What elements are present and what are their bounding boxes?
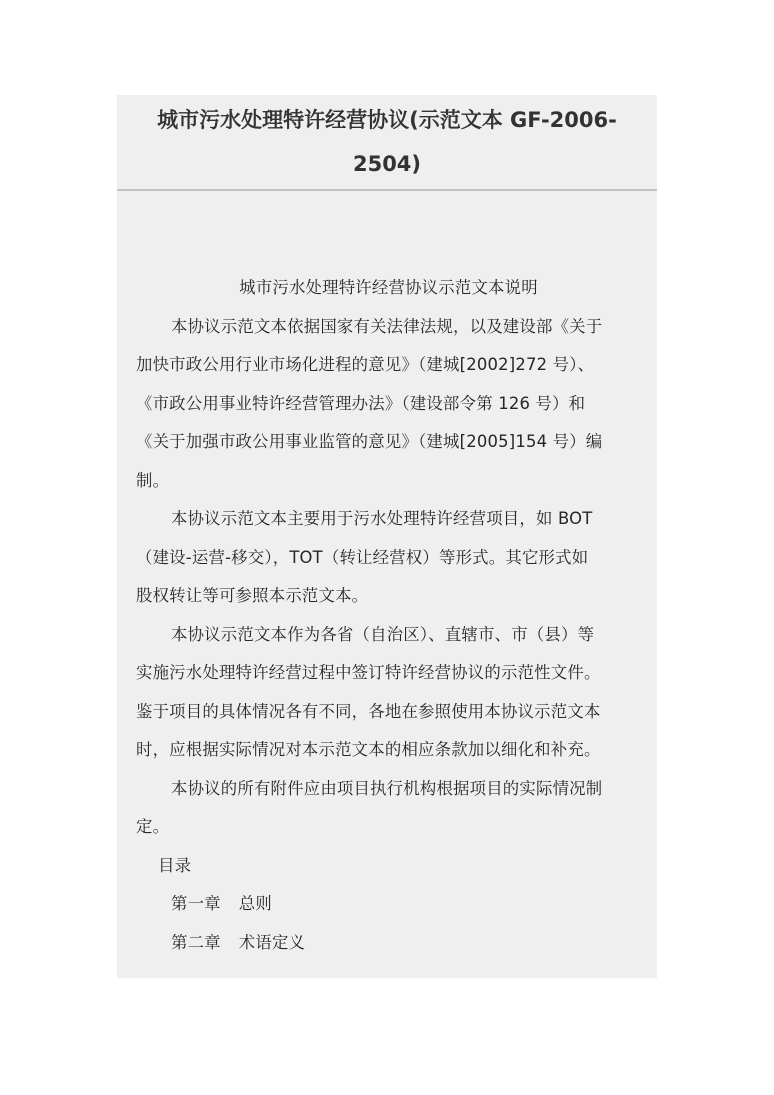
title-line: 2504) <box>352 152 422 176</box>
paragraph-line: （建设-运营-移交），TOT（转让经营权）等形式。其它形式如 <box>136 547 589 567</box>
toc-heading: 目录 <box>158 855 192 875</box>
paragraph-line: 定。 <box>136 817 170 836</box>
toc-chapter-name: 总则 <box>238 894 272 913</box>
paragraph-line: 《关于加强市政公用事业监管的意见》（建城[2005]154 号）编 <box>136 432 603 451</box>
toc-item[interactable] <box>136 924 641 963</box>
document-body <box>136 269 641 962</box>
paragraph-line: 加快市政公用行业市场化进程的意见》（建城[2002]272 号）、 <box>136 355 595 374</box>
paragraph-line: 实施污水处理特许经营过程中签订特许经营协议的示范性文件。 <box>136 663 601 682</box>
paragraph-line: 鉴于项目的具体情况各有不同，各地在参照使用本协议示范文本 <box>136 701 601 721</box>
paragraph-line: 制。 <box>136 470 170 490</box>
paragraph-line: 本协议示范文本作为各省（自治区）、直辖市、市（县）等 <box>171 624 595 644</box>
paragraph-line: 本协议的所有附件应由项目执行机构根据项目的实际情况制 <box>171 778 603 798</box>
document-title <box>117 95 657 191</box>
paragraph-line: 时，应根据实际情况对本示范文本的相应条款加以细化和补充。 <box>136 740 601 759</box>
paragraph-line: 本协议示范文本依据国家有关法律法规，以及建设部《关于 <box>171 316 603 336</box>
toc-chapter: 第二章 <box>171 932 221 952</box>
section-subtitle: 城市污水处理特许经营协议示范文本说明 <box>239 278 538 297</box>
toc-chapter-name: 术语定义 <box>238 932 306 952</box>
document-page <box>117 95 657 978</box>
paragraph-line: 股权转让等可参照本示范文本。 <box>136 586 369 605</box>
paragraph-line: 本协议示范文本主要用于污水处理特许经营项目，如 BOT <box>171 509 593 528</box>
paragraph-line: 《市政公用事业特许经营管理办法》（建设部令第 126 号）和 <box>136 393 586 413</box>
toc-item[interactable] <box>136 885 641 924</box>
title-line: 城市污水处理特许经营协议(示范文本 GF-2006- <box>157 108 617 132</box>
toc-chapter: 第一章 <box>171 894 221 913</box>
